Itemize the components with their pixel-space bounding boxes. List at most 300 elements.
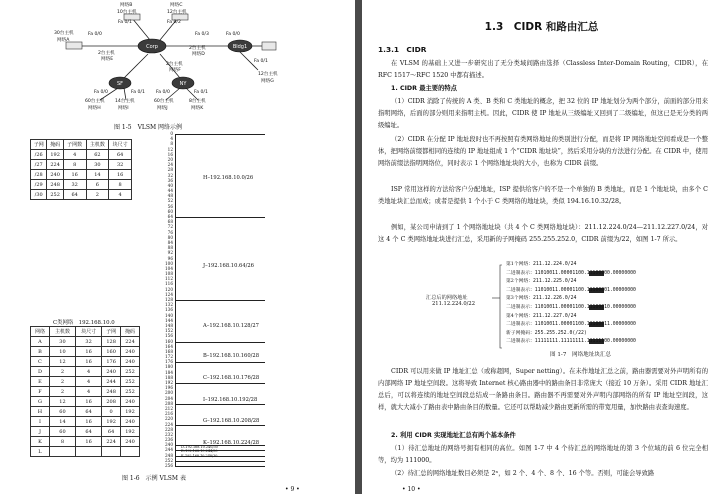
subnet-table-header-cell: 掩码 <box>47 140 63 150</box>
ruler-number: 224 <box>165 421 173 427</box>
diagram-label: 10台主机 <box>117 10 137 15</box>
subnet-table-header-cell: 块尺寸 <box>109 140 132 150</box>
network-table-cell: 2 <box>49 377 75 387</box>
summary-line-value: 11010011.00001100.111000 <box>534 305 605 310</box>
ruler-number: 76 <box>167 229 173 235</box>
ruler-boundary <box>175 217 265 218</box>
summary-line <box>506 339 636 345</box>
subnet-table-header-cell: 子网数 <box>63 140 86 150</box>
ruler-number: 88 <box>167 245 173 251</box>
network-table-cell: 160 <box>102 347 121 357</box>
network-table-cell: 64 <box>76 407 102 417</box>
page-number-left: • 9 • <box>285 486 300 493</box>
ruler-number: 236 <box>165 437 173 443</box>
subnet-table-cell: 62 <box>86 150 109 160</box>
summary-line-label: 第2个网络： <box>506 279 534 285</box>
network-table-cell: H <box>31 407 50 417</box>
network-table-cell: 16 <box>76 347 102 357</box>
ruler-number: 160 <box>165 338 173 344</box>
network-table-cell: 192 <box>121 407 140 417</box>
subheading-1: 1. CIDR 最主要的特点 <box>391 85 457 92</box>
ruler-number: 32 <box>167 172 173 178</box>
diagram-label: 60台主机 <box>154 99 174 104</box>
diagram-label: Fa 0/1 <box>131 90 145 95</box>
ruler-number: 220 <box>165 416 173 422</box>
summary-label: 汇总后的网络地址 <box>426 295 468 301</box>
diagram-label: 网络G <box>261 79 274 84</box>
subnet-table-cell: 252 <box>47 190 63 200</box>
ruler-number: 124 <box>165 291 173 297</box>
network-table-row <box>31 367 140 377</box>
ruler-number: 252 <box>165 457 173 463</box>
network-table-cell: 208 <box>102 397 121 407</box>
ruler-number: 152 <box>165 328 173 334</box>
ruler-number: 144 <box>165 317 173 323</box>
ruler-segment-label: A–192.168.10.128/27 <box>203 323 259 329</box>
ruler-number: 36 <box>167 177 173 183</box>
summary-line-label: 二进制表示： <box>506 287 535 293</box>
network-table-cell: A <box>31 337 50 347</box>
subnet-table-cell: 192 <box>47 150 63 160</box>
network-table-row <box>31 377 140 387</box>
ruler-number: 200 <box>165 390 173 396</box>
subnet-table-row <box>31 180 132 190</box>
subnet-table-cell: 30 <box>86 160 109 170</box>
paragraph-2: （1）CIDR 消除了传统的 A 类、B 类和 C 类地址的概念，把 32 位的 IP 地址划分为两个部分，前面的部分用来指明网络，后面的部分则用来指明主机。因此，CIDR 使 IP 地址从三级编址又回到了二级编址，但这已是无分类的两级编址。 <box>378 98 708 129</box>
ruler-segment-label: H–192.168.10.0/26 <box>203 175 254 181</box>
diagram-label: 网络F <box>169 68 181 73</box>
subnet-table-row <box>31 170 132 180</box>
diagram-label: 网络B <box>120 3 133 8</box>
summary-line-label: 二进制表示： <box>506 322 535 328</box>
ruler-number: 104 <box>165 265 173 271</box>
diagram-label: Fa 0/0 <box>156 90 170 95</box>
network-table-cell: E <box>31 377 50 387</box>
network-table-cell <box>49 447 75 457</box>
diagram-label: 2台主机 <box>189 46 206 51</box>
ruler-boundary <box>175 362 265 363</box>
diagram-label: 8台主机 <box>189 99 206 104</box>
subnet-table-cell: 8 <box>109 180 132 190</box>
summary-line-label: 第1个网络： <box>506 262 534 267</box>
ruler-number: 196 <box>165 385 173 391</box>
network-table-cell: C <box>31 357 50 367</box>
ruler-number: 180 <box>165 364 173 370</box>
network-table-cell: 0 <box>102 407 121 417</box>
ruler-number: 172 <box>165 354 173 360</box>
ruler-small-segment-label: E–192.168.10.244/30 <box>181 449 218 454</box>
ruler-number: 44 <box>167 188 173 194</box>
subnet-table-cell: 32 <box>63 180 86 190</box>
network-table-row <box>31 337 140 347</box>
ruler-number: 132 <box>165 302 173 308</box>
ruler-number: 256 <box>165 463 173 468</box>
ruler-number: 100 <box>165 260 173 266</box>
summary-line-value: 255.255.252.0(/22) <box>534 330 587 336</box>
router-sf <box>109 77 131 89</box>
network-table-cell: 224 <box>102 437 121 447</box>
ruler-number: 248 <box>165 452 173 458</box>
network-table-cell: 16 <box>76 437 102 447</box>
ruler-number: 176 <box>165 359 173 365</box>
network-table-header-cell: 子网 <box>102 327 121 337</box>
subnet-table-cell: /26 <box>31 150 47 160</box>
diagram-label: 12台主机 <box>167 10 187 15</box>
network-table-header-cell: 网络 <box>31 327 50 337</box>
summary-line-value: 11010011.00001100.111000 <box>534 322 605 328</box>
summary-line-value: 11010011.00001100.111000 <box>534 270 605 276</box>
diagram-label: 网络K <box>191 106 204 111</box>
ruler-segment-label: G–192.168.10.208/28 <box>203 418 260 424</box>
network-table-cell: 192 <box>121 427 140 437</box>
summary-line-tail: 11.00000000 <box>604 322 636 328</box>
subnet-table-row <box>31 190 132 200</box>
ruler-boundary <box>175 134 265 135</box>
ruler-segment-label: I–192.168.10.192/28 <box>203 397 258 403</box>
cidr-summary-figure <box>422 262 692 362</box>
network-table-cell: 4 <box>76 377 102 387</box>
network-table-cell: J <box>31 427 50 437</box>
network-table-cell: 192 <box>102 417 121 427</box>
diagram-label: 网络D <box>192 52 205 57</box>
left-page <box>0 0 355 494</box>
paragraph-1: 在 VLSM 的基础上又进一步研究出了无分类域间路由选择（Classless Inter-Domain Routing，CIDR），在 RFC 1517～RFC 1520 中都有描述。 <box>378 60 708 79</box>
ruler-number: 96 <box>167 255 173 261</box>
network-table-cell: 64 <box>76 427 102 437</box>
network-table-cell: 10 <box>49 347 75 357</box>
diagram-label: 网络A <box>57 38 70 43</box>
network-table-row <box>31 437 140 447</box>
network-table-cell: 16 <box>76 397 102 407</box>
subnet-table-cell: 6 <box>86 180 109 190</box>
ruler-number: 128 <box>165 297 173 302</box>
paragraph-4: ISP 常用这样的方法给客户分配地址，ISP 提供给客户的不是一个单独的 B 类地址，而是 1 个地址块，由多个 C 类地址块汇总而成；或者是提供 1 个小于 C 类网络的地址块，类似 194.16.10.32/28。 <box>378 186 708 205</box>
ruler-number: 28 <box>167 167 173 173</box>
summary-line-label: 第4个网络： <box>506 313 534 319</box>
ruler-small-segment-label: D–192.168.10.240/30 <box>181 445 218 449</box>
subnet-table-cell: 4 <box>63 150 86 160</box>
network-table-cell: 224 <box>121 337 140 347</box>
table-2-title: C类网络 192.168.10.0 <box>53 320 115 326</box>
ruler-number: 120 <box>165 286 173 292</box>
summary-line <box>506 279 576 285</box>
subnet-table-cell: /29 <box>31 180 47 190</box>
diagram-label: 网络J <box>157 106 168 111</box>
subnet-table-cell: 32 <box>109 160 132 170</box>
paragraph-8: （2）待汇总的网络地址数目必须是 2ⁿ，如 2 个、4 个、8 个、16 个等。否则，可能会导致路 <box>391 470 655 477</box>
subnet-table-cell: 224 <box>47 160 63 170</box>
network-table-cell: K <box>31 437 50 447</box>
svg-text:Bldg1: Bldg1 <box>232 44 248 50</box>
chapter-title: 1.3 CIDR 和路由汇总 <box>484 21 599 33</box>
svg-text:NY: NY <box>179 81 187 87</box>
network-table-cell: 240 <box>121 397 140 407</box>
network-table-header-cell: 块尺寸 <box>76 327 102 337</box>
network-table-row <box>31 347 140 357</box>
network-table-cell: 4 <box>76 387 102 397</box>
ruler-boundary <box>175 461 265 462</box>
diagram-label: Fa 0/1 <box>118 20 132 25</box>
subnet-table-cell: 64 <box>63 190 86 200</box>
network-table-cell: 8 <box>49 437 75 447</box>
network-table-cell: 4 <box>76 367 102 377</box>
network-table-cell: 128 <box>102 337 121 347</box>
network-table-cell: B <box>31 347 50 357</box>
summary-line-label: 二进制表示： <box>506 305 535 310</box>
ruler-segment-label: J–192.168.10.64/26 <box>203 263 254 269</box>
diagram-label: 14台主机 <box>115 99 135 104</box>
summary-line-value: 11010011.00001100.111000 <box>534 287 605 293</box>
subnet-table-cell: 248 <box>47 180 63 190</box>
network-table-cell: 240 <box>121 347 140 357</box>
diagram-label: Fa 0/0 <box>226 32 240 37</box>
subnet-table-cell: /28 <box>31 170 47 180</box>
network-table-cell: L <box>31 447 50 457</box>
network-table-cell: 12 <box>49 397 75 407</box>
ruler-number: 68 <box>167 219 173 225</box>
svg-text:Corp: Corp <box>146 44 158 50</box>
network-table-row <box>31 427 140 437</box>
ruler-number: 116 <box>165 281 173 287</box>
network-table-cell: 248 <box>102 387 121 397</box>
ruler-small-segment-label: F–192.168.10.248/30 <box>181 453 218 458</box>
subnet-table-cell: 8 <box>63 160 86 170</box>
paragraph-5: 例如，某公司申请到了 1 个网络地址块（共 4 个 C 类网络地址块）：211.12.224.0/24—211.12.227.0/24，对这 4 个 C 类网络地址块进行汇总，采用新的子网掩码 255.255.252.0，CIDR 前缀为/22，如图 1-7 所示。 <box>378 224 708 243</box>
right-page <box>362 0 721 494</box>
paragraph-7: （1）待汇总地址的网络号拥有相同的高位。如图 1-7 中 4 个待汇总的网络地址的第 3 个位域的前 6 位完全相等，均为 111000。 <box>378 445 708 464</box>
ruler-number: 16 <box>167 151 173 157</box>
diagram-label: Fa 0/3 <box>195 32 209 37</box>
ruler-segment-label: C–192.168.10.176/28 <box>203 375 260 381</box>
network-table-row <box>31 397 140 407</box>
network-table-row <box>31 407 140 417</box>
network-table-cell: 60 <box>49 427 75 437</box>
summary-line-label: 二进制表示： <box>506 339 535 345</box>
summary-line-tail: 01.00000000 <box>604 287 636 293</box>
ruler-number: 80 <box>167 234 173 240</box>
ruler-segment-label: K–192.168.10.224/28 <box>203 440 260 446</box>
summary-line-label: 第3个网络： <box>506 296 534 302</box>
ruler-number: 140 <box>165 312 173 318</box>
network-table-cell: 240 <box>102 367 121 377</box>
summary-line <box>506 262 576 268</box>
ruler-number: 0 <box>170 131 173 136</box>
diagram-label: Fa 0/1 <box>254 59 268 64</box>
network-table-cell: 32 <box>76 337 102 347</box>
network-table-cell: 252 <box>121 377 140 387</box>
diagram-label: Fa 0/1 <box>194 90 208 95</box>
ruler-number: 244 <box>165 447 173 453</box>
network-table-cell: 240 <box>121 437 140 447</box>
summary-line-value: 211.12.225.0/24 <box>533 279 577 285</box>
subnet-table-cell: /27 <box>31 160 47 170</box>
diagram-label: 网络C <box>170 3 183 8</box>
ruler-number: 112 <box>165 276 173 282</box>
summary-line <box>506 288 636 294</box>
network-table-row <box>31 417 140 427</box>
subnet-table-row <box>31 150 132 160</box>
ruler-boundary <box>175 342 265 343</box>
network-table-cell: 60 <box>49 407 75 417</box>
summary-line-value: 11111111.11111111.111111 <box>534 339 605 345</box>
figure-1-7-caption: 图 1-7 网络地址块汇总 <box>550 352 612 358</box>
page-number-right: • 10 • <box>402 486 421 493</box>
subnet-table-cell: 64 <box>109 150 132 160</box>
subnet-table-cell: 16 <box>109 170 132 180</box>
ruler-number: 148 <box>165 322 173 328</box>
network-table-header-cell: 主机数 <box>49 327 75 337</box>
summary-line-value: 211.12.226.0/24 <box>533 296 577 302</box>
subnet-table-header-cell: 子网 <box>31 140 47 150</box>
ruler-number: 4 <box>170 136 173 142</box>
network-table-cell: 30 <box>49 337 75 347</box>
summary-line <box>506 296 576 302</box>
network-table-cell <box>102 447 121 457</box>
ruler-number: 188 <box>165 374 173 380</box>
ruler-number: 52 <box>167 198 173 204</box>
diagram-label: 60台主机 <box>85 99 105 104</box>
ruler-number: 64 <box>167 214 173 219</box>
ruler-number: 232 <box>165 431 173 437</box>
ruler-boundary <box>175 300 265 301</box>
router-corp <box>138 39 166 53</box>
ruler-number: 48 <box>167 193 173 199</box>
ruler-number: 72 <box>167 224 173 230</box>
ruler-number: 164 <box>165 343 173 349</box>
subnet-table-cell: 4 <box>109 190 132 200</box>
ruler-number: 8 <box>170 141 173 147</box>
network-table-cell: I <box>31 417 50 427</box>
subnet-table-cell: 16 <box>63 170 86 180</box>
network-table-cell: 240 <box>121 357 140 367</box>
subnet-table-cell: 2 <box>86 190 109 200</box>
diagram-label: 12台主机 <box>258 72 278 77</box>
network-table-cell: 14 <box>49 417 75 427</box>
subnet-table-header-cell: 主机数 <box>86 140 109 150</box>
ruler-boundary <box>175 466 265 467</box>
figure-1-6-caption: 图 1-6 示例 VLSM 表 <box>122 475 186 482</box>
diagram-label: 网络E <box>101 57 114 62</box>
network-table-cell: 244 <box>102 377 121 387</box>
summary-line-label: 新子网掩码： <box>506 330 535 336</box>
subnet-table-cell: /30 <box>31 190 47 200</box>
ruler-segment-label: B–192.168.10.160/28 <box>203 353 260 359</box>
ruler-number: 60 <box>167 208 173 214</box>
network-table-cell: 64 <box>102 427 121 437</box>
network-table-row <box>31 357 140 367</box>
ruler-number: 204 <box>165 395 173 401</box>
figure-1-5-caption: 图 1-5 VLSM 网络示例 <box>114 124 183 131</box>
ruler-number: 20 <box>167 156 173 162</box>
subnet-table-cell: 14 <box>86 170 109 180</box>
ruler-number: 212 <box>165 405 173 411</box>
diagram-label: 网络I <box>118 106 129 111</box>
network-table-cell: 2 <box>49 367 75 377</box>
vlsm-network-table <box>30 326 140 457</box>
summary-line-tail: 00.00000000 <box>604 339 636 345</box>
subnet-mask-table <box>30 139 132 200</box>
network-table-cell: 252 <box>121 387 140 397</box>
vlsm-network-diagram <box>0 0 355 130</box>
network-table-cell: 16 <box>76 357 102 367</box>
summary-line-tail: 00.00000000 <box>604 270 636 276</box>
section-title: 1.3.1 CIDR <box>378 45 427 54</box>
ruler-number: 84 <box>167 239 173 245</box>
ruler-number: 192 <box>165 380 173 385</box>
network-table-cell: D <box>31 367 50 377</box>
ruler-number: 40 <box>167 182 173 188</box>
summary-line <box>506 305 636 311</box>
summary-line-tail: 10.00000000 <box>604 305 636 310</box>
network-table-cell: G <box>31 397 50 407</box>
ruler-number: 92 <box>167 250 173 256</box>
diagram-label: 30台主机 <box>54 31 74 36</box>
network-table-cell: 252 <box>121 367 140 377</box>
summary-line <box>506 322 636 328</box>
network-table-cell: 176 <box>102 357 121 367</box>
network-table-cell <box>76 447 102 457</box>
summary-line-value: 211.12.227.0/24 <box>533 313 577 319</box>
network-table-row <box>31 447 140 457</box>
network-table-cell: F <box>31 387 50 397</box>
ruler-number: 240 <box>165 442 173 448</box>
network-table-cell: 240 <box>121 417 140 427</box>
ruler-number: 12 <box>167 146 173 152</box>
ruler-number: 56 <box>167 203 173 209</box>
ruler-number: 108 <box>165 271 173 277</box>
ruler-number: 168 <box>165 348 173 354</box>
ruler-boundary <box>175 404 265 405</box>
network-table-cell: 12 <box>49 357 75 367</box>
svg-text:SF: SF <box>116 81 124 87</box>
paragraph-6: CIDR 可以用来做 IP 地址汇总（或称超网，Super netting）。在未作地址汇总之前，路由器需要对外声明所有的内部网络 IP 地址空间段。这将导致 Internet 核心路由器中的路由条目非常庞大（接近 10 万条）。采用 CIDR 地址汇总后，可以将连续的地址空间段总结成一条路由条目。路由器不再需要对外声明内部网络的所有 IP 地址空间段，这样，就大大减小了路由表中路由条目的数量。它还可以帮助减少路由更新所需的带宽用量，加快路由表查询速度。 <box>378 368 708 411</box>
router-ny <box>172 77 194 89</box>
summary-line <box>506 271 636 277</box>
subnet-table-cell: 240 <box>47 170 63 180</box>
router-bldg1 <box>228 40 252 52</box>
ruler-number: 136 <box>165 307 173 313</box>
network-table-cell: 16 <box>76 417 102 427</box>
summary-address: 211.12.224.0/22 <box>432 301 475 307</box>
ruler-number: 184 <box>165 369 173 375</box>
ruler-boundary <box>175 383 265 384</box>
ruler-number: 208 <box>165 400 173 406</box>
ruler-number: 228 <box>165 426 173 432</box>
diagram-label: Fa 0/0 <box>94 90 108 95</box>
summary-line <box>506 331 587 337</box>
diagram-label: Fa 0/2 <box>167 20 181 25</box>
subnet-table-row <box>31 160 132 170</box>
network-table-row <box>31 387 140 397</box>
diagram-label: 2台主机 <box>98 51 115 56</box>
ruler-boundary <box>175 425 265 426</box>
subheading-2: 2. 利用 CIDR 实现地址汇总有两个基本条件 <box>391 432 516 439</box>
network-table-cell: 2 <box>49 387 75 397</box>
ruler-number: 216 <box>165 411 173 417</box>
summary-line-value: 211.12.224.0/24 <box>533 262 577 267</box>
diagram-label: 2台主机 <box>166 62 183 67</box>
network-table-header-cell: 掩码 <box>121 327 140 337</box>
address-ruler <box>160 132 350 472</box>
summary-line-label: 二进制表示： <box>506 270 535 276</box>
summary-line <box>506 314 576 320</box>
diagram-label: 网络H <box>88 106 101 111</box>
ruler-number: 156 <box>165 333 173 339</box>
diagram-label: Fa 0/0 <box>88 32 102 37</box>
paragraph-3: （2）CIDR 在分配 IP 地址段时也不再按照有类网络地址的类别进行分配，而是将 IP 网络地址空间看成是一个整体，把网络前缀都相同的连续的 IP 地址组成 1 个“CIDR 地址块”，然后采用分块的方法进行分配。在 CIDR 中，使用网络前缀法指明网络位，同时表示 1 个网络地址块的大小，也称为 CIDR 前缀。 <box>378 136 708 167</box>
ruler-number: 24 <box>167 162 173 168</box>
network-table-cell <box>121 447 140 457</box>
